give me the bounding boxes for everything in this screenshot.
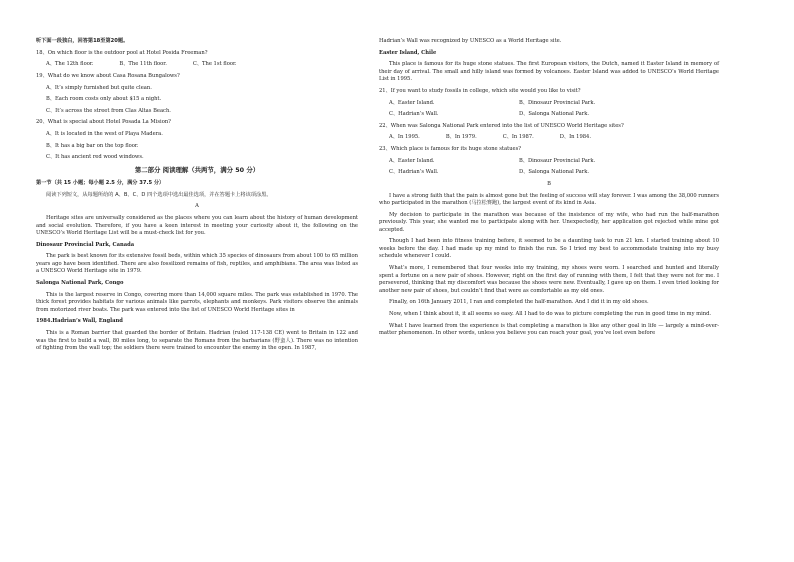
instructions: 阅读下列短文，从每题所给的 A、B、C、D 四个选项中选出最佳选项，并在答题卡上将该项涂黑。 [46,191,272,198]
site-heading-hadrian: 1984.Hadrian’s Wall, England [36,318,123,325]
option-a: A、It is located in the west of Playa Madera. [46,131,163,137]
option-d: D、Salonga National Park. [519,111,590,118]
passage-b-paragraph-7: What I have learned from the experience is that completing a marathon is like any other goal in life — largely a mind-over-matter phenomenon. In other words, unless you believe you can reach your goal, you’ve lost even before [379,322,719,337]
question-23: 23、Which place is famous for its huge stone statues? [379,146,522,153]
passage-b-paragraph-6: Now, when I think about it, it all seems so easy. All I had to do was to picture completing the run in good time in my mind. [389,310,712,317]
option-c: C、Hadrian’s Wall. [389,169,439,176]
site-heading-salonga: Salonga National Park, Congo [36,280,124,287]
option-c: C、It’s across the street from Clas Altas Beach. [46,107,171,114]
part-two-heading: 第二部分 阅读理解（共两节，满分 50 分） [134,165,260,174]
question-18-options [36,61,358,69]
site-paragraph-easter: This place is famous for its huge stone statues. The first European visitors, the Dutch, named it Easter Island in memory of their day of arrival. The small and hilly island was formed by volcanoes. Easter Island was added to UNESCO’s World Heritage List in 1995. [379,61,719,83]
option-d: D、In 1984. [559,134,592,141]
listening-header: 听下面一段独白，回答第18至第20题。 [36,38,129,44]
left-column [36,38,358,357]
option-c: C、It has ancient red wood windows. [46,154,144,161]
right-column [379,38,719,342]
option-c: C、The 1st floor. [192,61,237,68]
passage-b-paragraph-1: I have a strong faith that the pain is almost gone but the feeling of success will stay forever. I was among the 38,000 runners who participated in the marathon (马拉松赛跑), the largest event of its kind in Asia. [379,192,719,207]
section-one-heading: 第一节（共 15 小题；每小题 2.5 分，满分 37.5 分） [36,180,165,187]
option-a: A、The 12th floor. [46,61,94,68]
option-a: A、Easter Island. [389,157,435,164]
site-heading-easter: Easter Island, Chile [379,49,437,56]
passage-a-label: A [195,203,199,210]
site-paragraph-dinosaur: The park is best known for its extensive fossil beds, within which 35 species of dinosaurs from about 100 to 65 million years ago have been identified. There are also fossilized remains of fish, reptiles, and amphibians. The area was listed as a UNESCO World Heritage site in 1979. [36,253,358,275]
passage-b-paragraph-2: My decision to participate in the marathon was because of the insistence of my wife, who had run the half-marathon previously. This year, she wanted me to participate along with her. Unexpectedly, her application got rejected while mine got accepted. [379,211,719,233]
question-18: 18、On which floor is the outdoor pool at Hotel Posida Freeman? [36,49,208,56]
option-b: B、The 11th floor. [119,61,167,68]
question-23-options-row2 [379,169,719,177]
option-a: A、In 1995. [389,134,420,141]
question-21: 21、If you want to study fossils in college, which site would you like to visit? [379,87,581,94]
question-23-options-row1 [379,158,719,166]
site-paragraph-hadrian-cont: Hadrian’s Wall was recognized by UNESCO as a World Heritage site. [379,38,562,44]
question-21-options-row2 [379,111,719,119]
question-19: 19、What do we know about Casa Rosana Bungalows? [36,72,180,79]
passage-b-paragraph-4: What’s more, I remembered that four weeks into my training, my shoes were worn. I searched and hunted and literally spent a fortune on a new pair of shoes. However, right on the first day of running with them, I felt that they were not for me. I persevered, thinking that my discomfort was because the shoes were new. Eventually, I gave up on them. I even tried looking for another new pair of shoes, but couldn’t find that were as comfortable as my old ones. [379,265,719,294]
option-b: B、In 1979. [445,134,477,141]
passage-a-intro: Heritage sites are universally considered as the places where you can learn about the history of human development and social evolution. Therefore, if you have a keen interest in meeting your curiosity about it, the following on the UNESCO’s World Heritage List will be a must-check list for you. [36,215,358,237]
option-d: D、Salonga National Park. [519,169,590,176]
option-b: B、It has a big bar on the top floor. [46,142,139,149]
site-heading-dinosaur: Dinosaur Provincial Park, Canada [36,241,135,248]
option-b: B、Dinosaur Provincial Park. [519,157,596,164]
site-paragraph-salonga: This is the largest reserve in Congo, covering more than 14,000 square miles. The park was established in 1970. The thick forest provides habitats for various animals like parrots, elephants and monkeys. Park visitors observe the animals from motorized river boats. The park was entered into the list of UNESCO World Heritage sites in [36,291,358,313]
question-22: 22、When was Salonga National Park entered into the list of UNESCO World Heritage sites? [379,122,624,129]
option-a: A、It’s simply furnished but quite clean. [46,84,152,91]
site-paragraph-hadrian: This is a Roman barrier that guarded the border of Britain. Hadrian (ruled 117-138 CE) went to Britain in 122 and was the first to build a wall, 80 miles long, to separate the Romans from the barbarians (野蛮人). There was no intention of fighting from the wall top; the soldiers there were trained to encounter the enemy in the open. In 1987, [36,329,358,352]
question-20: 20、What is special about Hotel Posada La Mision? [36,119,171,126]
option-a: A、Easter Island. [389,99,435,106]
option-c: C、In 1987. [502,134,534,141]
passage-b-paragraph-3: Though I had been into fitness training before, it seemed to be a daunting task to run 21 km. I started training about 10 weeks before the day. I had made up my mind to finish the run. So I tried my best to accommodate training into my busy schedule whenever I could. [379,238,719,260]
passage-b-paragraph-5: Finally, on 16th January 2011, I ran and completed the half-marathon. And I did it in my old shoes. [389,299,649,306]
question-22-options [379,134,719,142]
passage-b-label: B [547,180,551,187]
option-b: B、Dinosaur Provincial Park. [519,99,596,106]
option-c: C、Hadrian’s Wall. [389,111,439,118]
question-21-options-row1 [379,100,719,108]
option-b: B、Each room costs only about $15 a night. [46,96,162,103]
